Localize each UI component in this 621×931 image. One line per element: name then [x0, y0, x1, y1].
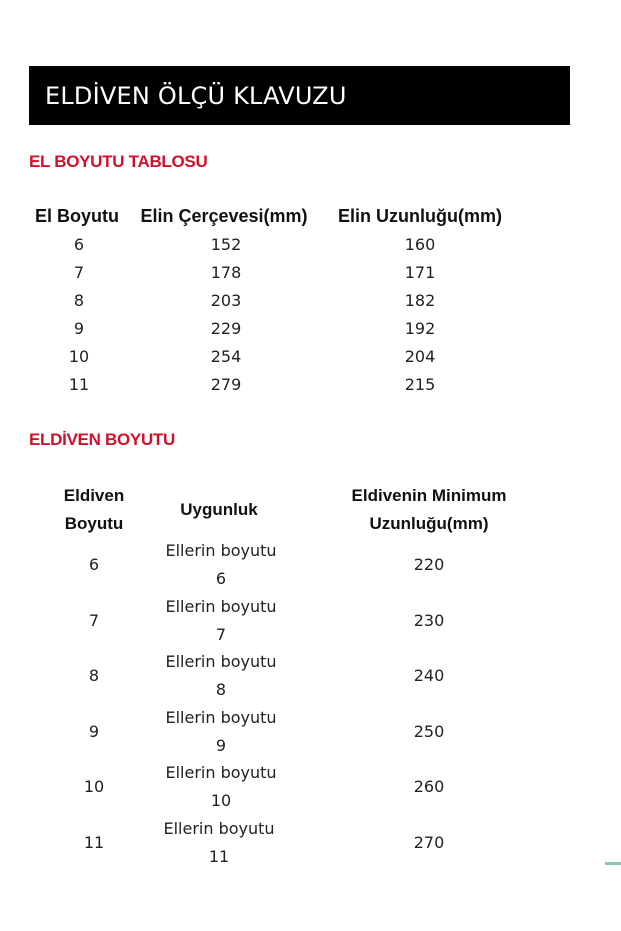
hand-length-value: 215 [404, 375, 436, 394]
hand-circumference-value: 203 [210, 291, 242, 310]
hand-size-value: 8 [73, 291, 85, 310]
hand-size-value: 9 [73, 319, 85, 338]
min-length-value: 270 [413, 833, 445, 852]
glove-size-value: 10 [83, 777, 105, 796]
column-header-hand-circumference: Elin Çerçevesi(mm) [140, 206, 308, 226]
glove-size-section-title: ELDİVEN BOYUTU [29, 430, 175, 449]
hand-circumference-value: 229 [210, 319, 242, 338]
hand-size-value: 10 [68, 347, 90, 366]
hand-length-value: 160 [404, 235, 436, 254]
hand-circumference-value: 178 [210, 263, 242, 282]
fit-value: Ellerin boyutu 10 [165, 763, 277, 810]
title-bar [29, 66, 570, 125]
edge-artifact [605, 862, 621, 865]
hand-size-value: 6 [73, 235, 85, 254]
hand-circumference-value: 254 [210, 347, 242, 366]
hand-circumference-value: 152 [210, 235, 242, 254]
column-header-glove-size: Eldiven Boyutu [63, 486, 125, 533]
column-header-fit: Uygunluk [180, 500, 258, 519]
glove-size-value: 8 [88, 666, 100, 685]
min-length-value: 250 [413, 722, 445, 741]
glove-size-value: 6 [88, 555, 100, 574]
glove-size-value: 11 [83, 833, 105, 852]
min-length-value: 220 [413, 555, 445, 574]
hand-size-value: 11 [68, 375, 90, 394]
glove-size-value: 9 [88, 722, 100, 741]
hand-length-value: 204 [404, 347, 436, 366]
column-header-hand-length: Elin Uzunluğu(mm) [338, 206, 502, 226]
min-length-value: 260 [413, 777, 445, 796]
hand-length-value: 182 [404, 291, 436, 310]
hand-size-value: 7 [73, 263, 85, 282]
fit-value: Ellerin boyutu 7 [165, 597, 277, 644]
hand-length-value: 171 [404, 263, 436, 282]
fit-value: Ellerin boyutu 11 [163, 819, 275, 866]
fit-value: Ellerin boyutu 8 [165, 652, 277, 699]
fit-value: Ellerin boyutu 9 [165, 708, 277, 755]
column-header-hand-size: El Boyutu [35, 206, 119, 226]
hand-circumference-value: 279 [210, 375, 242, 394]
fit-value: Ellerin boyutu 6 [165, 541, 277, 588]
hand-size-section-title: EL BOYUTU TABLOSU [29, 152, 208, 171]
column-header-min-length: Eldivenin Minimum Uzunluğu(mm) [351, 486, 507, 533]
page-title: ELDİVEN ÖLÇÜ KLAVUZU [45, 81, 347, 110]
glove-size-value: 7 [88, 611, 100, 630]
hand-length-value: 192 [404, 319, 436, 338]
min-length-value: 230 [413, 611, 445, 630]
min-length-value: 240 [413, 666, 445, 685]
